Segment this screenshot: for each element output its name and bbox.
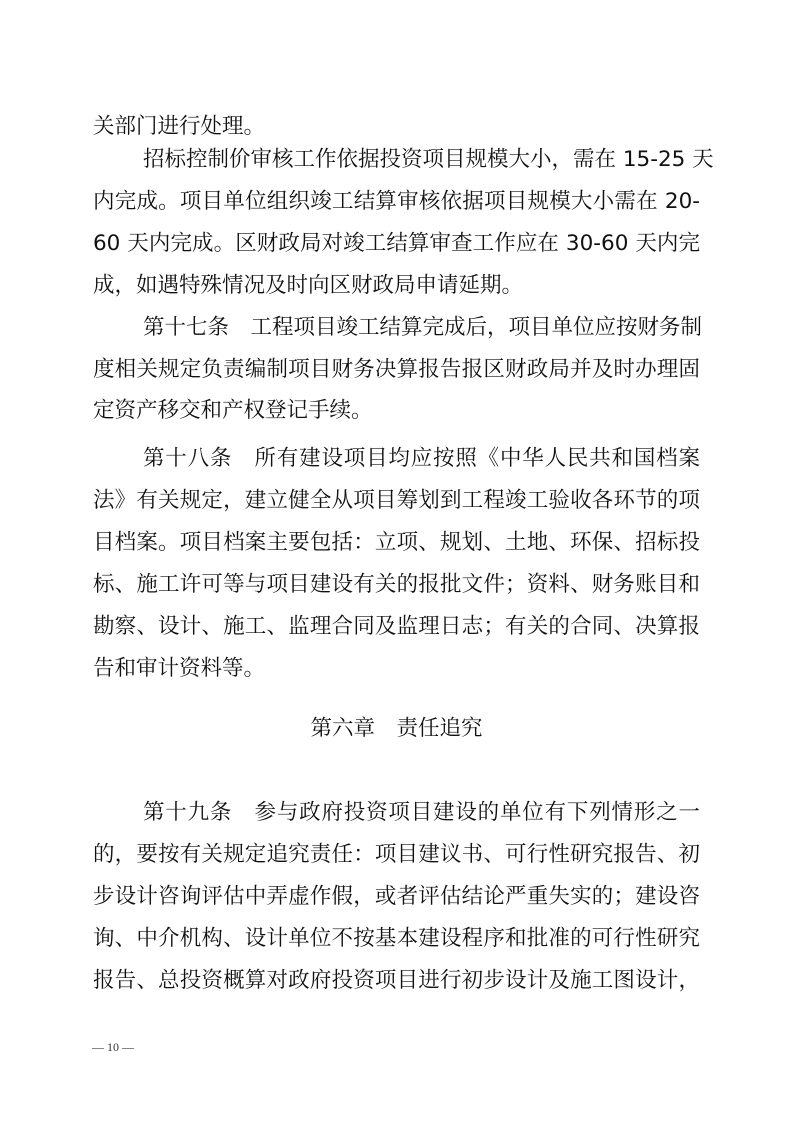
text-line: 标、施工许可等与项目建设有关的报批文件；资料、财务账目和 — [93, 572, 700, 597]
chapter-title: 第六章 责任追究 — [310, 716, 483, 741]
text-line: 60 天内完成。区财政局对竣工结算审查工作应在 30-60 天内完 — [93, 231, 700, 256]
article-17: 第十七条 工程项目竣工结算完成后，项目单位应按财务制 — [143, 315, 703, 340]
text-line: 定资产移交和产权登记手续。 — [93, 398, 373, 423]
text-line: 告和审计资料等。 — [93, 656, 266, 681]
text-line: 报告、总投资概算对政府投资项目进行初步设计及施工图设计， — [93, 968, 700, 993]
text-line: 内完成。项目单位组织竣工结算审核依据项目规模大小需在 20- — [93, 189, 700, 214]
text-line: 目档案。项目档案主要包括：立项、规划、土地、环保、招标投 — [93, 530, 700, 555]
text-line: 度相关规定负责编制项目财务决算报告报区财政局并及时办理固 — [93, 357, 700, 382]
page-number: — 10 — — [92, 1040, 134, 1054]
text-line: 的，要按有关规定追究责任：项目建议书、可行性研究报告、初 — [93, 842, 700, 867]
article-19: 第十九条 参与政府投资项目建设的单位有下列情形之一 — [143, 800, 700, 825]
article-18: 第十八条 所有建设项目均应按照《中华人民共和国档案 — [143, 446, 700, 471]
text-line: 法》有关规定，建立健全从项目筹划到工程竣工验收各环节的项 — [93, 488, 700, 513]
text-line: 步设计咨询评估中弄虚作假，或者评估结论严重失实的；建设咨 — [93, 884, 700, 909]
text-line: 成，如遇特殊情况及时向区财政局申请延期。 — [93, 273, 524, 298]
text-line: 关部门进行处理。 — [93, 114, 266, 139]
text-line: 勘察、设计、施工、监理合同及监理日志；有关的合同、决算报 — [93, 614, 700, 639]
text-line: 招标控制价审核工作依据投资项目规模大小，需在 15-25 天 — [143, 147, 714, 172]
text-line: 询、中介机构、设计单位不按基本建设程序和批准的可行性研究 — [93, 926, 700, 951]
